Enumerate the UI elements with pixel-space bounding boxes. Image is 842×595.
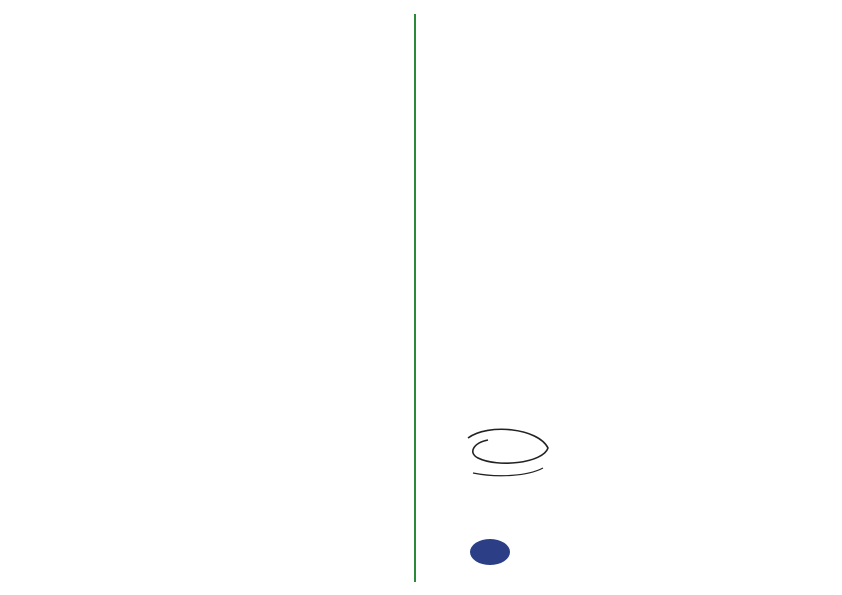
page-divider bbox=[414, 14, 416, 582]
decorative-border-left bbox=[0, 0, 16, 595]
official-stamp bbox=[470, 539, 510, 565]
decorative-border-bottom bbox=[0, 579, 842, 595]
handwritten-signature bbox=[428, 418, 578, 548]
handwritten-letter bbox=[428, 38, 826, 578]
typed-transcription bbox=[22, 38, 406, 578]
decorative-border-right bbox=[826, 0, 842, 595]
decorative-border-top bbox=[0, 0, 842, 16]
